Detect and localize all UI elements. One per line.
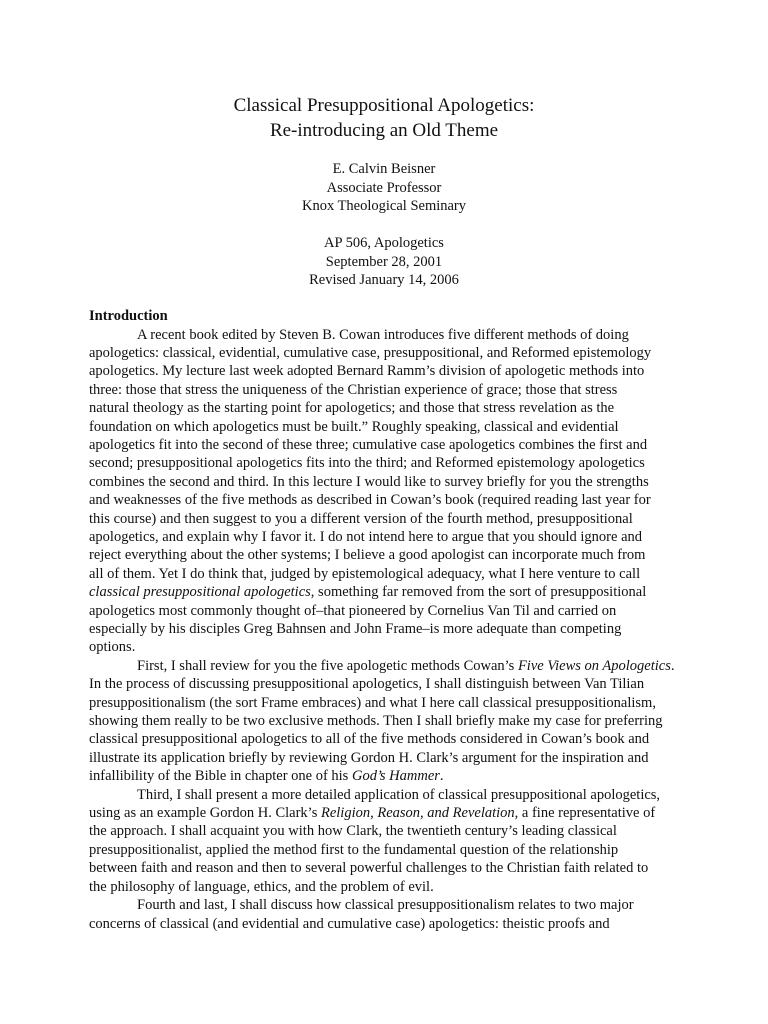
- author-name: E. Calvin Beisner: [332, 161, 436, 177]
- paragraph-line: between faith and reason and then to several powerful challenges to the Christian faith related to: [89, 860, 649, 877]
- paragraph-line: presuppositionalist, applied the method first to the fundamental question of the relationship: [89, 841, 619, 858]
- text-run: First, I shall review for you the five apologetic methods Cowan’s: [137, 657, 518, 674]
- text-run: .: [439, 768, 444, 785]
- paragraph-line: Fourth and last, I shall discuss how classical presuppositionalism relates to two major: [137, 897, 634, 914]
- paragraph-line: reject everything about the other systems; I believe a good apologist can incorporate much from: [89, 547, 646, 564]
- text-run: .: [670, 657, 675, 674]
- italic-phrase: Five Views on Apologetics: [517, 657, 671, 674]
- course-block: [0, 234, 768, 290]
- paragraph-line: especially by his disciples Greg Bahnsen and John Frame–is more adequate than competing: [89, 621, 622, 637]
- paragraph-line: combines the second and third. In this lecture I would like to survey briefly for you the strengths: [89, 473, 649, 490]
- text-run: infallibility of the Bible in chapter one of his: [89, 768, 352, 785]
- text-run: , a fine representative of: [514, 805, 656, 822]
- paragraph-3: [89, 786, 689, 896]
- paragraph-line: A recent book edited by Steven B. Cowan introduces five different methods of doing: [137, 326, 629, 343]
- paragraph-line: Third, I shall present a more detailed application of classical presuppositional apologetics,: [137, 786, 661, 803]
- paragraph-line: apologetics, and explain why I favor it. I do not intend here to argue that you should ignore and: [89, 528, 643, 545]
- document-body: [89, 307, 689, 933]
- paragraph-1: [89, 326, 689, 657]
- section-heading-introduction: Introduction: [89, 308, 168, 324]
- text-run: , something far removed from the sort of presuppositional: [310, 584, 647, 601]
- course-date: September 28, 2001: [325, 253, 443, 270]
- paragraph-2: [89, 657, 689, 786]
- paragraph-line: [89, 657, 689, 675]
- paragraph-line: classical presuppositional apologetics to all of the five methods considered in Cowan’s book and: [89, 731, 650, 748]
- paragraph-line: and weaknesses of the five methods as described in Cowan’s book (required reading last year for: [89, 492, 651, 509]
- paragraph-line: In the process of discussing presuppositional apologetics, I shall distinguish between Van Tilian: [89, 676, 645, 693]
- author-block: [0, 160, 768, 216]
- paragraph-line: [89, 804, 689, 822]
- paragraph-line: all of them. Yet I do think that, judged by epistemological adequacy, what I here venture to call: [89, 565, 641, 582]
- paragraph-line: this course) and then suggest to you a different version of the fourth method, presuppositional: [89, 510, 633, 527]
- paragraph-line: natural theology as the starting point for apologetics; and those that stress revelation as the: [89, 400, 615, 417]
- paragraph-line: foundation on which apologetics must be built.” Roughly speaking, classical and evidential: [89, 418, 619, 435]
- paragraph-line: apologetics: classical, evidential, cumulative case, presuppositional, and Reformed epistemology: [89, 344, 652, 361]
- paragraph-line: options.: [89, 639, 136, 656]
- italic-phrase: Religion, Reason, and Revelation: [320, 805, 515, 822]
- paragraph-line: second; presuppositional apologetics fits into the third; and Reformed epistemology apologetics: [89, 455, 645, 472]
- paragraph-line: [89, 583, 689, 601]
- paragraph-line: apologetics most commonly thought of–that pioneered by Cornelius Van Til and carried on: [89, 602, 617, 619]
- document-title: [0, 93, 768, 143]
- italic-phrase: classical presuppositional apologetics: [89, 584, 311, 601]
- paragraph-line: showing them really to be two exclusive methods. Then I shall briefly make my case for preferring: [89, 713, 663, 730]
- paragraph-line: illustrate its application briefly by reviewing Gordon H. Clark’s argument for the inspiration and: [89, 749, 649, 766]
- text-run: using as an example Gordon H. Clark’s: [89, 805, 321, 822]
- italic-phrase: God’s Hammer: [351, 768, 440, 785]
- paragraph-line: the approach. I shall acquaint you with how Clark, the twentieth century’s leading classical: [89, 823, 617, 840]
- title-line-2: Re-introducing an Old Theme: [269, 120, 499, 141]
- paragraph-4: [89, 896, 689, 933]
- paragraph-line: the philosophy of language, ethics, and the problem of evil.: [89, 878, 434, 895]
- title-line-1: Classical Presuppositional Apologetics:: [233, 95, 535, 116]
- paragraph-line: [89, 767, 689, 785]
- paragraph-line: concerns of classical (and evidential and cumulative case) apologetics: theistic proofs and: [89, 915, 610, 932]
- paragraph-line: apologetics fit into the second of these three; cumulative case apologetics combines the first and: [89, 436, 648, 453]
- paragraph-line: apologetics. My lecture last week adopted Bernard Ramm’s division of apologetic methods into: [89, 363, 645, 380]
- author-institution: Knox Theological Seminary: [301, 198, 467, 214]
- paragraph-line: three: those that stress the uniqueness of the Christian experience of grace; those that stress: [89, 381, 618, 398]
- course-code: AP 506, Apologetics: [324, 235, 444, 251]
- paragraph-line: presuppositionalism (the sort Frame embraces) and what I here call classical presuppositionalism,: [89, 694, 656, 711]
- course-revised-date: Revised January 14, 2006: [309, 272, 459, 288]
- author-position: Associate Professor: [326, 179, 442, 196]
